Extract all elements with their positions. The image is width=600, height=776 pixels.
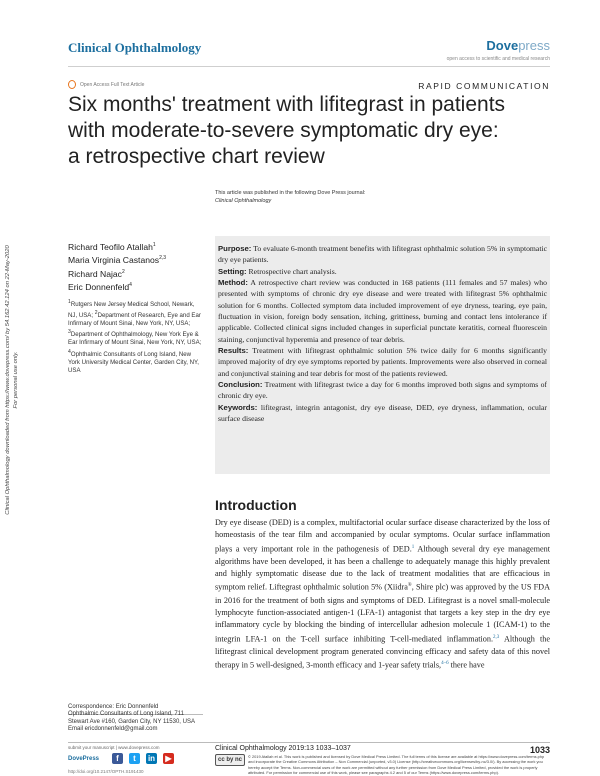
- abstract-section: Setting: Retrospective chart analysis.: [218, 266, 337, 276]
- open-lock-icon: [68, 80, 76, 89]
- linkedin-icon[interactable]: in: [147, 754, 156, 763]
- author[interactable]: Richard Teofilo Atallah$^1$: [68, 241, 156, 252]
- journal-name: Clinical Ophthalmology: [68, 40, 202, 55]
- correspondence: Correspondence: Eric Donnenfeld Ophthalmic Consultants of Long Island, 711 Stewart Ave #160, Garden City, NY 11530, USA Email ericdonnenfeld@gmail.com: [68, 704, 195, 733]
- article-type: RAPID COMMUNICATION: [418, 81, 550, 91]
- youtube-icon[interactable]: ▶: [163, 753, 174, 764]
- footer-divider: [68, 742, 550, 743]
- author[interactable]: Richard Najac$^2$: [68, 268, 125, 279]
- publisher-tagline: open access to scientific and medical research: [446, 56, 550, 62]
- publication-note-journal[interactable]: Clinical Ophthalmology: [215, 197, 272, 204]
- submit-link[interactable]: submit your manuscript | www.dovepress.com: [68, 745, 160, 750]
- abstract-keywords: Keywords: lifitegrast, integrin antagonist, dry eye disease, DED, eye dryness, inflammation, ocular surface disease: [218, 402, 547, 424]
- citation-link[interactable]: 1: [411, 544, 415, 550]
- header-divider: [68, 66, 550, 67]
- abstract-box: [215, 236, 550, 474]
- creative-commons-badge[interactable]: cc by nc: [215, 754, 245, 766]
- abstract-section: Purpose: To evaluate 6-month treatment benefits with lifitegrast ophthalmic solution 5% in symptomatic dry eye patients.: [218, 244, 547, 265]
- publisher-logo[interactable]: [486, 38, 550, 53]
- citation-link[interactable]: 2,3: [493, 634, 500, 640]
- open-access-label: [68, 80, 144, 89]
- download-watermark: [4, 160, 32, 600]
- twitter-icon[interactable]: t: [129, 753, 140, 764]
- abstract-section: Results: Treatment with lifitegrast ophthalmic solution 5% twice daily for 6 months significantly improved majority of dry eye symptoms reported by patients. Improvements were also observed in corneal and conjunctival staining and tear debris for most of the patients reviewed.: [218, 346, 547, 378]
- author[interactable]: Maria Virginia Castanos$^{2,3}$: [68, 255, 167, 266]
- publication-note: [215, 190, 365, 205]
- introduction-text: Dry eye disease (DED) is a complex, multifactorial ocular surface disease characterized by the loss of homeostasis of the tear film and accompanied by ocular symptoms. Ocular surface inflammation plays a very important role in the pathogenesis of DED.$^1$ Although several dry eye management algorithms have been developed, it has been a challenge to adequately manage this highly prevalent and highly symptomatic disease due to the lack of treatment modalities that are efficacious in symptom relief. Liftegrast ophthalmic solution 5% (Xiidra®, Shire plc) was approved by the US FDA in 2016 for the treatment of both signs and symptoms of DED. Lifitegrast is a novel small-molecule lymphocyte function-associated antigen-1 (LFA-1) antagonist that targets a key step in the dry eye inflammatory cycle by blocking the binding of intercellular adhesion molecule 1 (ICAM-1) to the integrin LFA-1 on the T-cell surface inhibiting T-cell-mediated inflammation.$^{2,3}$ Although the lifitegrast clinical development program generated convincing efficacy and safety data of this novel therapy in 5 well-designed, 3-month efficacy and 1-year safety trials,$^{4-6}$ there have: [215, 518, 550, 670]
- article-title: [68, 92, 558, 170]
- facebook-icon[interactable]: f: [112, 753, 123, 764]
- doi-link[interactable]: http://doi.org/10.2147/OPTH.S191430: [68, 769, 144, 774]
- abstract-section: Conclusion: Treatment with lifitegrast twice a day for 6 months improved both signs and symptoms of chronic dry eye.: [218, 380, 547, 401]
- abstract-section: Method: A retrospective chart review was conducted in 168 patients (111 females and 57 males) who presented with symptoms of chronic dry eye disease and were treated with lifitegrast 5% ophthalmic solution for 6 months. Collected symptom data included improvement of eye dryness, tearing, eye pain, fluctuation in vision, foreign body sensation, itching, grittiness, burning and contact lens intolerance if applicable. Collected clinical signs included changes in superficial punctate keratitis, corneal fluorescein staining, conjunctival hyperemia and presence of tear debris.: [218, 278, 547, 344]
- title-line: a retrospective chart review: [68, 145, 325, 168]
- section-heading: Introduction: [215, 497, 297, 513]
- publication-note-text: This article was published in the following Dove Press journal:: [215, 190, 366, 196]
- social-links: [112, 753, 174, 764]
- brand-main: Dove: [486, 38, 519, 53]
- affiliations: $^1$Rutgers New Jersey Medical School, Newark, NJ, USA; $^2$Department of Research, Eye and Ear Infirmary of Mount Sinai, New York, NY, USA; $^3$Department of Ophthalmology, New York Eye & Ear Infirmary of Mount Sinai, New York, NY, USA; $^4$Ophthalmic Consultants of Long Island, New York University Medical Center, Garden City, NY, USA: [68, 299, 202, 374]
- license-text: © 2019 Atallah et al. This work is published and licensed by Dove Medical Press Limited. The full terms of this license are available at https://www.dovepress.com/terms.php and incorporate the Creative Commons Attribution – Non Commercial (unported, v3.0) License (http://creativecommons.org/licenses/by-nc/3.0/). By accessing the work you hereby accept the Terms. Non-commercial uses of the work are permitted without any further permission from Dove Medical Press Limited, provided the work is properly attributed. For permission for commercial use of this work, please see paragraphs 4.2 and 5 of our Terms (https://www.dovepress.com/terms.php).: [248, 754, 545, 776]
- page-number: 1033: [529, 745, 550, 755]
- watermark-line-2: For personal use only.: [13, 351, 19, 409]
- title-line: Six months' treatment with lifitegrast in patients: [68, 93, 506, 116]
- title-line: with moderate-to-severe symptomatic dry eye:: [68, 119, 499, 142]
- citation-link[interactable]: 4–6: [441, 660, 449, 666]
- dovepress-logo[interactable]: DovePress: [68, 756, 100, 762]
- author[interactable]: Eric Donnenfeld$^4$: [68, 281, 132, 292]
- brand-suffix: press: [518, 38, 550, 53]
- open-access-text: Open Access Full Text Article: [80, 81, 145, 88]
- citation-info: Clinical Ophthalmology 2019:13 1033–1037: [215, 745, 351, 752]
- watermark-line-1: Clinical Ophthalmology downloaded from https://www.dovepress.com/ by 54.162.42.124 on 22-May-2020: [5, 245, 11, 515]
- author-list: [68, 240, 166, 293]
